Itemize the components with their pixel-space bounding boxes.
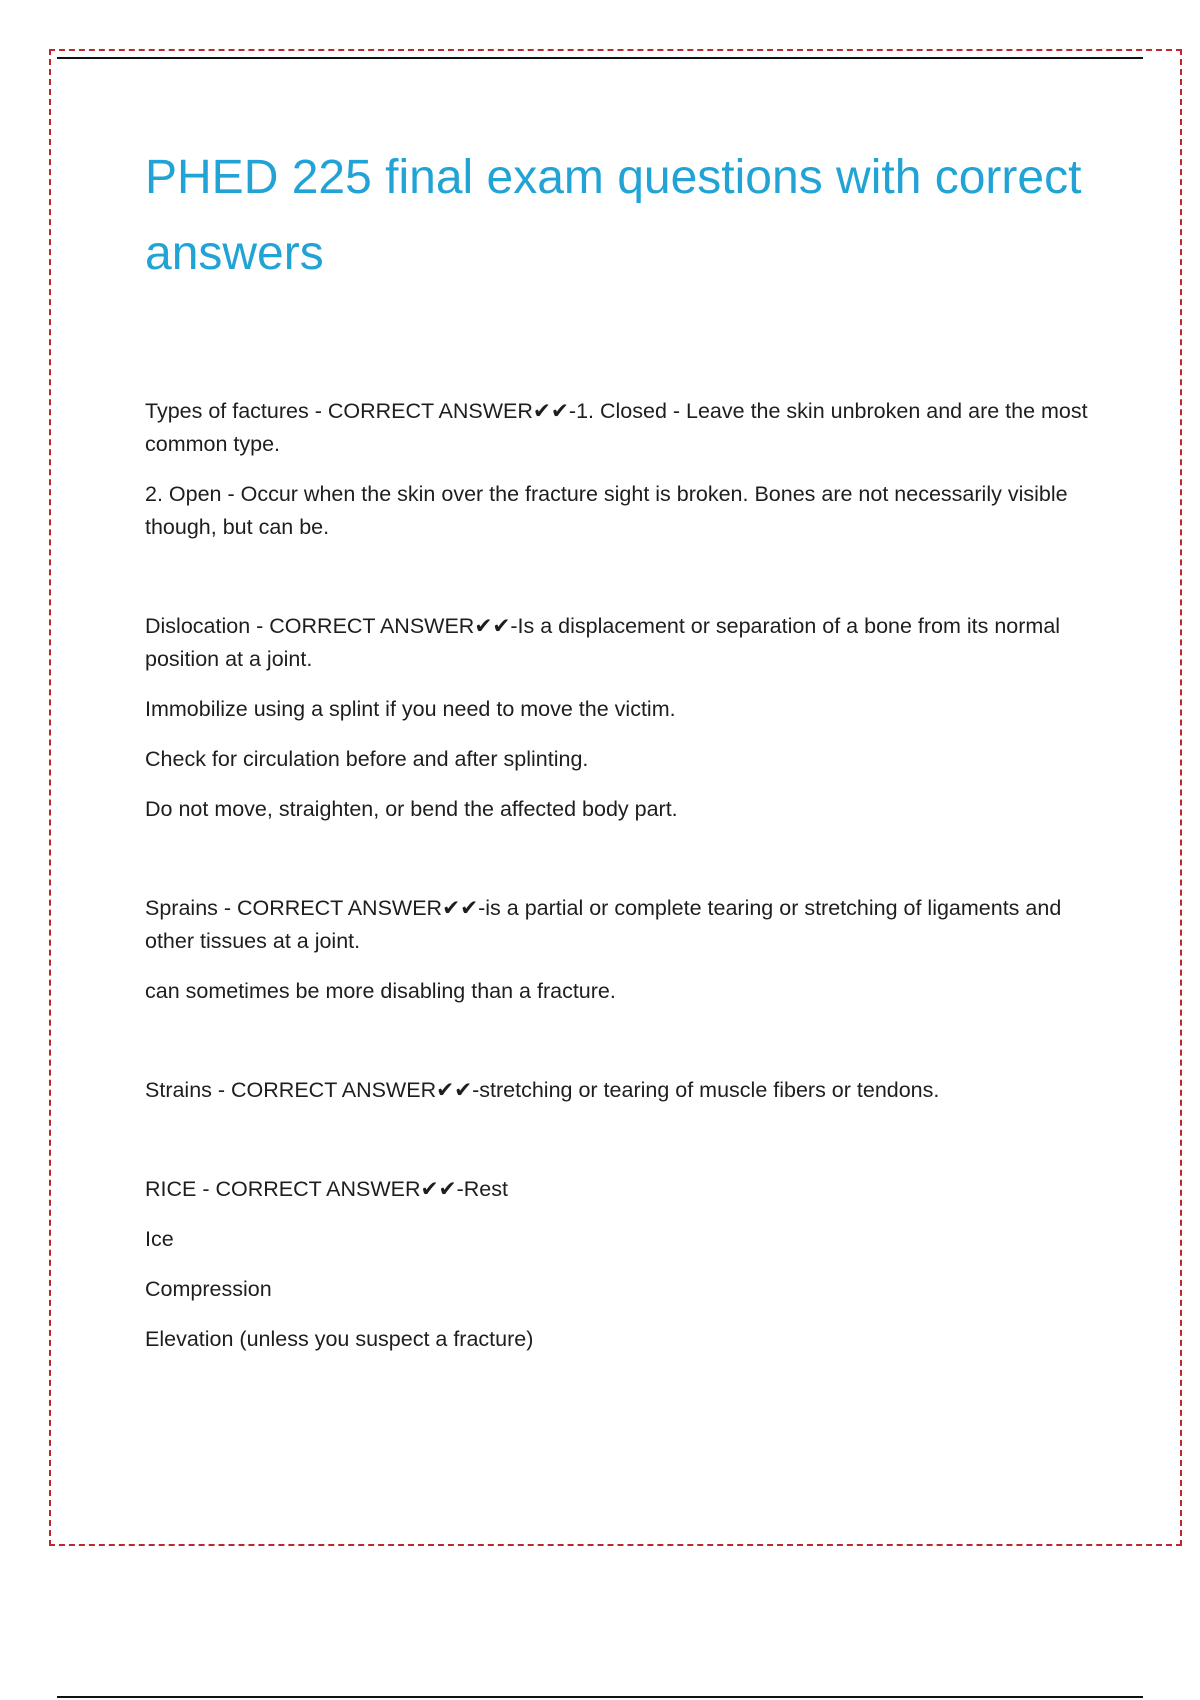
paragraph: 2. Open - Occur when the skin over the fracture sight is broken. Bones are not necessarily visible though, but can be. bbox=[145, 482, 1068, 539]
paragraph: Sprains - CORRECT ANSWER✔✔-is a partial or complete tearing or stretching of ligaments and other tissues at a joint. bbox=[145, 896, 1062, 953]
qa-entry-strains bbox=[145, 1074, 1095, 1107]
paragraph: Elevation (unless you suspect a fracture) bbox=[145, 1327, 534, 1351]
footer-rule bbox=[57, 1696, 1143, 1698]
paragraph: Types of factures - CORRECT ANSWER✔✔-1. Closed - Leave the skin unbroken and are the most common type. bbox=[145, 399, 1088, 456]
qa-entry-rice bbox=[145, 1173, 1095, 1356]
paragraph: Ice bbox=[145, 1227, 174, 1251]
qa-entry-sprains bbox=[145, 892, 1095, 1008]
paragraph: can sometimes be more disabling than a fracture. bbox=[145, 979, 616, 1003]
qa-entry-dislocation bbox=[145, 610, 1095, 826]
qa-entry-fractures bbox=[145, 395, 1095, 544]
paragraph: Dislocation - CORRECT ANSWER✔✔-Is a displacement or separation of a bone from its normal position at a joint. bbox=[145, 614, 1061, 671]
document-title: PHED 225 final exam questions with correct answers bbox=[145, 151, 1082, 280]
paragraph: Strains - CORRECT ANSWER✔✔-stretching or tearing of muscle fibers or tendons. bbox=[145, 1078, 940, 1102]
paragraph: RICE - CORRECT ANSWER✔✔-Rest bbox=[145, 1177, 508, 1201]
paragraph: Do not move, straighten, or bend the affected body part. bbox=[145, 797, 678, 821]
paragraph: Check for circulation before and after splinting. bbox=[145, 747, 589, 771]
header-rule bbox=[57, 57, 1143, 59]
paragraph: Compression bbox=[145, 1277, 272, 1301]
paragraph: Immobilize using a splint if you need to move the victim. bbox=[145, 697, 676, 721]
document-body bbox=[145, 395, 1095, 1422]
